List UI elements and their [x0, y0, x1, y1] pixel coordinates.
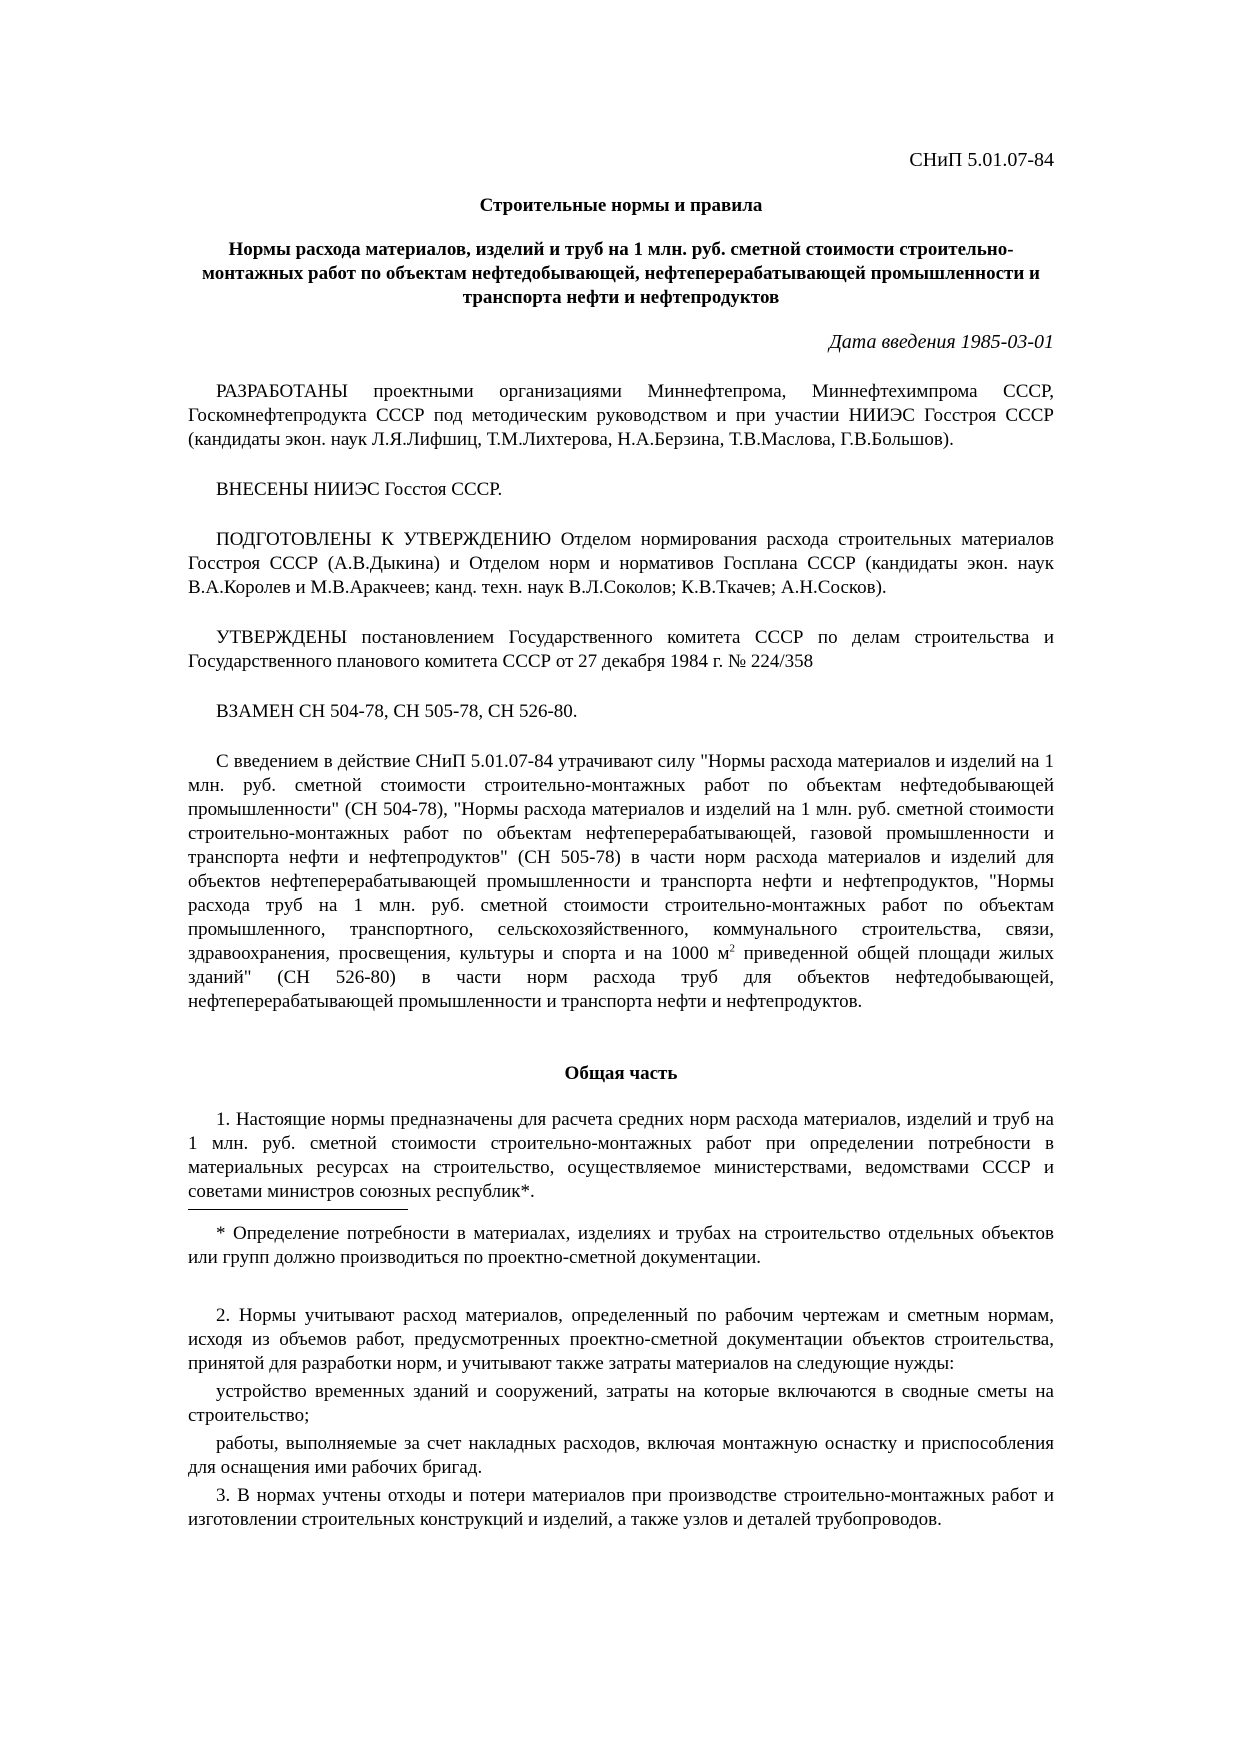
document-page — [188, 148, 1054, 1532]
introduction-date: Дата введения 1985-03-01 — [829, 331, 1054, 353]
clause-2: 2. Нормы учитывают расход материалов, определенный по рабочим чертежам и сметным нормам, исходя из объемов работ, предусмотренных проектно-сметной документации объектов строительства, принятой для разработки норм, и учитывают также затраты материалов на следующие нужды: — [188, 1305, 1054, 1374]
clause-3: 3. В нормах учтены отходы и потери материалов при производстве строительно-монтажных работ и изготовлении строительных конструкций и изделий, а также узлов и деталей трубопроводов. — [188, 1485, 1054, 1530]
document-code: СНиП 5.01.07-84 — [909, 149, 1054, 171]
general-section-title: Общая часть — [564, 1063, 678, 1084]
footnote-divider — [188, 1209, 408, 1210]
repeal-text-part1: С введением в действие СНиП 5.01.07-84 утрачивают силу "Нормы расхода материалов и изделий на 1 млн. руб. сметной стоимости строительно-монтажных работ по объектам нефтедобывающей промышленности" (СН 504-78), "Нормы расхода материалов и изделий на 1 млн. руб. сметной стоимости строительно-монтажных работ по объектам нефтеперерабатывающей, газовой промышленности и транспорта нефти и нефтепродуктов" (СН 505-78) в части норм расхода материалов и изделий для объектов нефтеперерабатывающей промышленности и транспорта нефти и нефтепродуктов, "Нормы расхода труб на 1 млн. руб. сметной стоимости строительно-монтажных работ по объектам промышленного, транспортного, сельскохозяйственного, коммунального строительства, связи, здравоохранения, просвещения, культуры и спорта и на 1000 м — [188, 751, 1054, 964]
clause-1: 1. Настоящие нормы предназначены для расчета средних норм расхода материалов, изделий и труб на 1 млн. руб. сметной стоимости строительно-монтажных работ при определении потребности в материальных ресурсах на строительство, осуществляемое министерствами, ведомствами СССР и советами министров союзных республик*. — [188, 1109, 1054, 1202]
footnote: * Определение потребности в материалах, изделиях и трубах на строительство отдельных объектов или групп должно производиться по проектно-сметной документации. — [188, 1223, 1054, 1268]
repeal-superscript: 2 — [729, 942, 735, 955]
introduced-paragraph: ВНЕСЕНЫ НИИЭС Госстоя СССР. — [216, 479, 503, 500]
repeal-paragraph — [188, 750, 1054, 1014]
repeal-text-part2: приведенной общей площади жилых зданий" (СН 526-80) в части норм расхода труб для объектов нефтедобывающей, нефтеперерабатывающей промышленности и транспорта нефти и нефтепродуктов. — [188, 943, 1054, 1012]
document-subtitle: Нормы расхода материалов, изделий и труб на 1 млн. руб. сметной стоимости строительно-монтажных работ по объектам нефтедобывающей, нефтеперерабатывающей промышленности и транспорта нефти и нефтепродуктов — [202, 239, 1040, 308]
developed-paragraph: РАЗРАБОТАНЫ проектными организациями Миннефтепрома, Миннефтехимпрома СССР, Госкомнефтепродукта СССР под методическим руководством и при участии НИИЭС Госстроя СССР (кандидаты экон. наук Л.Я.Лифшиц, Т.М.Лихтерова, Н.А.Берзина, Т.В.Маслова, Г.В.Большов). — [188, 381, 1054, 450]
clause-2-item-1: устройство временных зданий и сооружений, затраты на которые включаются в сводные сметы на строительство; — [188, 1381, 1054, 1426]
clause-2-item-2: работы, выполняемые за счет накладных расходов, включая монтажную оснастку и приспособления для оснащения ими рабочих бригад. — [188, 1433, 1054, 1478]
approved-paragraph: УТВЕРЖДЕНЫ постановлением Государственного комитета СССР по делам строительства и Государственного планового комитета СССР от 27 декабря 1984 г. № 224/358 — [188, 627, 1054, 672]
replaces-paragraph: ВЗАМЕН СН 504-78, СН 505-78, СН 526-80. — [216, 701, 578, 722]
document-heading: Строительные нормы и правила — [479, 195, 763, 216]
prepared-paragraph: ПОДГОТОВЛЕНЫ К УТВЕРЖДЕНИЮ Отделом нормирования расхода строительных материалов Госстроя СССР (А.В.Дыкина) и Отделом норм и нормативов Госплана СССР (кандидаты экон. наук В.А.Королев и М.В.Аракчеев; канд. техн. наук В.Л.Соколов; К.В.Ткачев; А.Н.Сосков). — [188, 529, 1054, 598]
